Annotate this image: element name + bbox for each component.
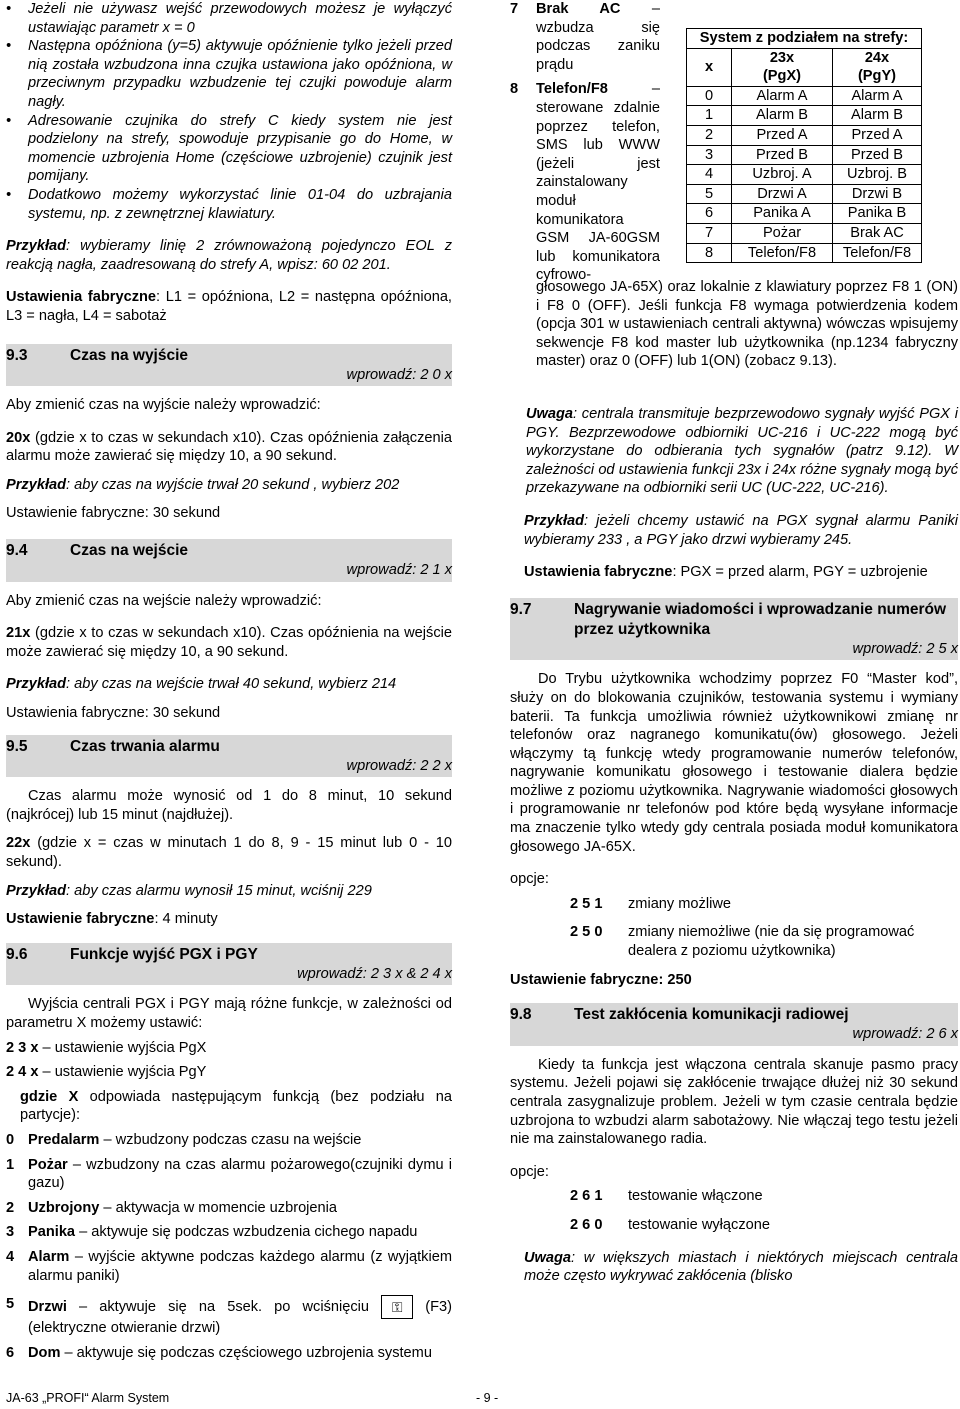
zone-table-cell: Alarm A xyxy=(732,86,833,106)
zone-table-cell: Przed A xyxy=(833,125,922,145)
section-9-3-desc: 20x (gdzie x to czas w sekundach x10). Czas opóźnienia załączenia alarmu może zawierać się między 10, a 90 sekund. xyxy=(6,429,452,465)
zone-table-cell: 6 xyxy=(687,204,732,224)
gdzie-x-line: gdzie X odpowiada następującym funkcją (bez podziału na partycje): xyxy=(20,1088,452,1124)
zone-table-cell: 0 xyxy=(687,86,732,106)
function-item: 5 Drzwi – aktywuje się na 5sek. po wciśnięciu ⚿ (F3) (elektryczne otwieranie drzwi) xyxy=(6,1296,452,1337)
zone-table-cell: Przed B xyxy=(732,145,833,165)
bullet-item: • Następna opóźniona (y=5) aktywuje opóźnienie tylko jeżeli przed nią została wzbudzona inna czujka ustawiona jako opóźniona, w przeciwnym przypadku wzbudzenie tej czujki powoduje alarm nagły. xyxy=(6,38,452,110)
page-number: - 9 - xyxy=(476,1391,499,1405)
section-9-6-intro: Wyjścia centrali PGX i PGY mają różne funkcje, w zależności od parametru X możemy ustawić: xyxy=(6,996,452,1031)
section-9-8-header: 9.8 Test zakłócenia komunikacji radiowej wprowadź: 2 6 x xyxy=(510,1003,958,1046)
zone-table-cell: Telefon/F8 xyxy=(732,243,833,263)
option-item: 2 6 0 testowanie wyłączone xyxy=(570,1216,770,1233)
section-9-3-example: Przykład: aby czas na wyjście trwał 20 sekund , wybierz 202 xyxy=(6,476,400,493)
option-item: 2 5 1 zmiany możliwe xyxy=(570,895,731,912)
section-9-4-factory: Ustawienia fabryczne: 30 sekund xyxy=(6,705,221,722)
zone-table-cell: 1 xyxy=(687,106,732,126)
bullet-icon: • xyxy=(6,38,12,55)
factory-settings-lines: Ustawienia fabryczne: L1 = opóźniona, L2 = następna opóźniona, L3 = nagła, L4 = sabotaż xyxy=(6,289,452,324)
zone-table-cell: Pożar xyxy=(732,223,833,243)
zone-table-cell: Panika A xyxy=(732,204,833,224)
function-item: 2 Uzbrojony – aktywacja w momencie uzbrojenia xyxy=(6,1199,338,1216)
zone-table-cell: x xyxy=(687,48,732,86)
zone-table-cell: 2 xyxy=(687,125,732,145)
section-9-7-header: 9.7 Nagrywanie wiadomości i wprowadzanie numerów przez użytkownika wprowadź: 2 5 x xyxy=(510,598,958,661)
function-item: 6 Dom – aktywuje się podczas częściowego uzbrojenia systemu xyxy=(6,1344,432,1361)
zone-table-cell: 3 xyxy=(687,145,732,165)
section-9-3-intro: Aby zmienić czas na wyjście należy wprowadzić: xyxy=(6,397,321,414)
example-pgx: Przykład: jeżeli chcemy ustawić na PGX sygnał alarmu Paniki wybieramy 233 , a PGY jako drzwi wybieramy 245. xyxy=(524,512,958,548)
example-eol: Przykład: wybieramy linię 2 zrównoważoną pojedynczo EOL z reakcją nagła, zaadresowaną do strefy A, wpisz: 60 02 201. xyxy=(6,238,452,273)
zone-table-cell: Panika B xyxy=(833,204,922,224)
zone-table-cell: 24x (PgY) xyxy=(833,48,922,86)
zone-table-cell: 4 xyxy=(687,165,732,185)
section-9-8-options-label: opcje: xyxy=(510,1163,549,1180)
door-key-icon: ⚿ xyxy=(381,1295,413,1319)
f8-continuation: głosowego JA-65X) oraz lokalnie z klawiatury poprzez F8 1 (ON) i F8 0 (OFF). Jeśli funkcja F8 wymaga potwierdzenia kodem (opcja 301 w ustawieniach centrali aktywna) wówczas wpisujemy sekwencje F8 kod master lub użytkownika (np.1234 fabryczny master) oraz 0 (OFF) lub 1(ON) (zobacz 9.13). xyxy=(536,279,958,370)
section-9-5-example: Przykład: aby czas alarmu wynosił 15 minut, wciśnij 229 xyxy=(6,882,372,899)
zone-table-cell: Uzbroj. A xyxy=(732,165,833,185)
zone-table-cell: Przed B xyxy=(833,145,922,165)
bullet-icon: • xyxy=(6,112,12,129)
section-9-5-header: 9.5 Czas trwania alarmu wprowadź: 2 2 x xyxy=(6,735,452,778)
zone-table-cell: 7 xyxy=(687,223,732,243)
zone-table-cell: Przed A xyxy=(732,125,833,145)
section-9-4-intro: Aby zmienić czas na wejście należy wprowadzić: xyxy=(6,592,322,609)
section-9-4-example: Przykład: aby czas na wejście trwał 40 sekund, wybierz 214 xyxy=(6,676,397,693)
zone-table-cell: Drzwi A xyxy=(732,184,833,204)
function-item: 4 Alarm – wyjście aktywne podczas każdego alarmu (z wyjątkiem alarmu paniki) xyxy=(6,1248,452,1284)
zone-table-cell: 8 xyxy=(687,243,732,263)
zone-table-cell: Alarm B xyxy=(732,106,833,126)
pgy-line: 2 4 x – ustawienie wyjścia PgY xyxy=(6,1064,207,1081)
bullet-icon: • xyxy=(6,1,12,17)
section-9-3-factory: Ustawienie fabryczne: 30 sekund xyxy=(6,505,221,522)
pgx-line: 2 3 x – ustawienie wyjścia PgX xyxy=(6,1039,207,1056)
function-item: 8 Telefon/F8 – sterowane zdalnie poprzez telefon, SMS lub WWW (jeżeli jest zainstalowany moduł komunikatora GSM JA-60GSM lub komunikatora cyfrowo- xyxy=(510,81,660,284)
zone-table-cell: 5 xyxy=(687,184,732,204)
function-item: 3 Panika – aktywuje się podczas wzbudzenia cichego napadu xyxy=(6,1224,418,1241)
section-9-8-note: Uwaga: w większych miastach i niektórych miejscach centrala może często wykrywać zakłócenia (blisko xyxy=(524,1249,958,1285)
zone-table-cell: Brak AC xyxy=(833,223,922,243)
zone-table-cell: Telefon/F8 xyxy=(833,243,922,263)
zone-table-cell: Uzbroj. B xyxy=(833,165,922,185)
section-9-6-header: 9.6 Funkcje wyjść PGX i PGY wprowadź: 2 3 x & 2 4 x xyxy=(6,943,452,986)
zone-table-cell: Drzwi B xyxy=(833,184,922,204)
section-9-3-header: 9.3 Czas na wyjście wprowadź: 2 0 x xyxy=(6,344,452,387)
section-9-7-options-label: opcje: xyxy=(510,871,549,888)
footer-product: JA-63 „PROFI“ Alarm System xyxy=(6,1391,170,1405)
factory-pgx: Ustawienia fabryczne: PGX = przed alarm, PGY = uzbrojenie xyxy=(524,564,928,581)
zone-table-cell: Alarm B xyxy=(833,106,922,126)
function-item: 1 Pożar – wzbudzony na czas alarmu pożarowego(czujniki dymu i gazu) xyxy=(6,1156,452,1192)
option-item: 2 6 1 testowanie włączone xyxy=(570,1188,763,1205)
section-9-4-desc: 21x (gdzie x to czas w sekundach x10). Czas opóźnienia na wejście może zawierać się między 10, a 90 sekund. xyxy=(6,625,452,660)
section-9-5-intro: Czas alarmu może wynosić od 1 do 8 minut, 10 sekund (najkrócej) lub 15 minut (najdłużej). xyxy=(6,788,452,823)
zone-table: System z podziałem na strefy: x 23x (PgX) 24x (PgY) 0 Alarm A Alarm A 1 Alarm B Alarm B 2 Przed A Przed A 3 Przed B Przed B 4 Uzbroj. A Uzbroj. B 5 Drzwi A Drzwi B 6 Panika A Panika B 7 Pożar Brak AC 8 Telefon/F8 Telefon/F8 xyxy=(686,28,922,263)
left-column xyxy=(6,0,452,1362)
bullet-item: • Adresowanie czujnika do strefy C kiedy system nie jest podzielony na strefy, spowoduje przypisanie go do Home, w momencie uzbrojenia Home (częściowe uzbrojenie) czujnik jest pomijany. xyxy=(6,112,452,185)
section-9-5-desc: 22x (gdzie x = czas w minutach 1 do 8, 9 - 15 minut lub 0 - 10 sekund). xyxy=(6,835,452,870)
section-9-7-body: Do Trybu użytkownika wchodzimy poprzez F0 “Master kod”, służy on do blokowania czujników, testowania systemu i wymiany baterii. Ta funkcja umożliwia również użytkownikowi zmianę nr telefonów oraz nagranego komunikatu(ów) głosowego. Jeżeli włączymy tą funkcję wtedy programowanie numerów telefonów, nagrywanie komunikatu głosowego i testowanie dialera będzie możliwe z poziomu użytkownika. Nagrywanie wiadomości głosowych i programowanie nr telefonów pod które będą wysyłane informacje ma znaczenie tylko wtedy gdy centrala posiada moduł komunikatora głosowego JA-65X. xyxy=(510,671,958,855)
section-9-8-body: Kiedy ta funkcja jest włączona centrala skanuje pasmo pracy systemu. Jeżeli pojawi się zakłócenie trwające dłużej niż 30 sekund centrala zasygnalizuje problem. Jeżeli w tym czasie centrala będzie uzbrojona to wzbudzi alarm sabotażowy. Nie włączaj tego testu jeżeli nie ma zainstalowanego radia. xyxy=(510,1056,958,1148)
section-9-5-factory: Ustawienie fabryczne: 4 minuty xyxy=(6,911,218,928)
bullet-item: • Dodatkowo możemy wykorzystać linie 01-04 do uzbrajania systemu, np. z zewnętrznej klawiatury. xyxy=(6,186,452,222)
option-item: 2 5 0 zmiany niemożliwe (nie da się programować dealera z poziomu użytkownika) xyxy=(570,924,915,960)
section-9-4-header: 9.4 Czas na wejście wprowadź: 2 1 x xyxy=(6,539,452,582)
bullet-icon: • xyxy=(6,186,12,203)
section-9-7-factory: Ustawienie fabryczne: 250 xyxy=(510,971,692,988)
right-column xyxy=(510,0,958,1286)
function-item: 7 Brak AC – wzbudza się podczas zaniku prądu xyxy=(510,1,660,73)
bullet-item: • Jeżeli nie używasz wejść przewodowych możesz je wyłączyć ustawiając parametr x = 0 xyxy=(6,1,452,36)
note-pgx-pgy: Uwaga: centrala transmituje bezprzewodowo sygnały wyjść PGX i PGY. Bezprzewodowe odbiorniki UC-216 i UC-222 mogą być wykorzystane do odbierania tych sygnałów (patrz 9.12). W zależności od ustawienia funkcji 23x i 24x różne sygnały mogą być przekazywane na odbiorniki serii UC (UC-222, UC-216). xyxy=(526,405,958,497)
zone-table-cell: 23x (PgX) xyxy=(732,48,833,86)
zone-table-cell: Alarm A xyxy=(833,86,922,106)
function-item: 0 Predalarm – wzbudzony podczas czasu na wejście xyxy=(6,1131,362,1148)
